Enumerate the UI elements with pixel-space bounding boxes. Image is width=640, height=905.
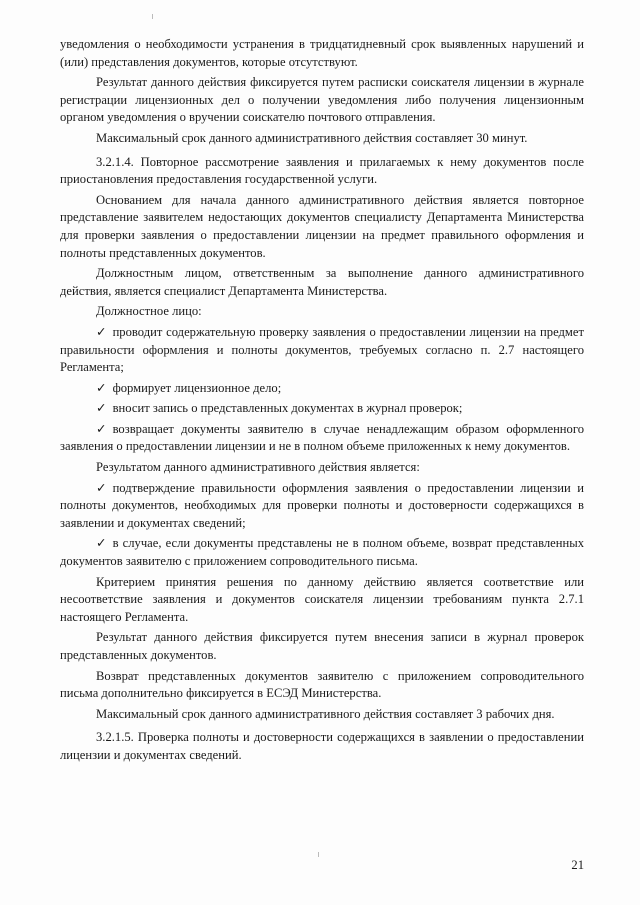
document-body [60, 36, 584, 768]
paragraph-continuation: уведомления о необходимости устранения в тридцатидневный срок выявленных нарушений и (или) представления документов, которые отсутствуют. [60, 37, 584, 69]
bullet-item [60, 480, 584, 533]
checkmark-icon: ✓ [96, 324, 107, 339]
section-heading: 3.2.1.5. Проверка полноты и достоверности содержащихся в заявлении о предоставлении лицензии и документах сведений. [60, 730, 584, 762]
paragraph: Возврат представленных документов заявителю с приложением сопроводительного письма дополнительно фиксируется в ЕСЭД Министерства. [60, 668, 584, 701]
bullet-text: формирует лицензионное дело; [112, 380, 282, 395]
checkmark-icon: ✓ [96, 536, 107, 551]
checkmark-icon: ✓ [96, 480, 107, 495]
paragraph: Основанием для начала данного административного действия является повторное представление заявителем недостающих документов специалисту Департамента Министерства для проверки заявления о предоставлении лицензии на предмет правильного оформления и полноты представленных документов. [60, 192, 584, 260]
bullet-item [60, 380, 584, 398]
paragraph: Должностным лицом, ответственным за выполнение данного административного действия, является специалист Департамента Министерства. [60, 266, 584, 298]
checkmark-icon: ✓ [96, 380, 107, 395]
bullet-item [60, 535, 584, 570]
bullet-text: вносит запись о представленных документах в журнал проверок; [112, 401, 463, 416]
bullet-text: проводит содержательную проверку заявления о предоставлении лицензии на предмет правильности оформления и полноты документов, требуемых согласно п. 2.7 настоящего Регламента; [60, 324, 584, 375]
paragraph: Результат данного действия фиксируется путем внесения записи в журнал проверок представленных документов. [60, 630, 584, 662]
checkmark-icon: ✓ [96, 421, 107, 436]
paragraph: Максимальный срок данного административного действия составляет 3 рабочих дня. [96, 706, 555, 721]
checkmark-icon: ✓ [96, 401, 107, 416]
scan-mark [318, 852, 319, 857]
bullet-text: подтверждение правильности оформления заявления о предоставлении лицензии и полноты документов, необходимых для проверки полноты и достоверности содержащихся в заявлении и документах сведений; [60, 480, 584, 530]
scan-mark [152, 14, 153, 19]
paragraph: Критерием принятия решения по данному действию является соответствие или несоответствие заявления и документов соискателя лицензии требованиям пункта 2.7.1 настоящего Регламента. [60, 574, 584, 624]
section-heading: 3.2.1.4. Повторное рассмотрение заявления и прилагаемых к нему документов после приостановления предоставления государственной услуги. [60, 154, 584, 187]
paragraph: Максимальный срок данного административного действия составляет 30 минут. [96, 130, 528, 145]
bullet-text: возвращает документы заявителю в случае ненадлежащим образом оформленного заявления о предоставлении лицензии и не в полном объеме приложенных к нему документов. [60, 421, 584, 454]
paragraph: Результатом данного административного действия является: [96, 460, 420, 475]
bullet-item [60, 400, 584, 418]
paragraph: Должностное лицо: [96, 304, 202, 319]
bullet-text: в случае, если документы представлены не в полном объеме, возврат представленных документов заявителю с приложением сопроводительного письма. [60, 536, 584, 569]
bullet-item [60, 324, 584, 377]
bullet-item [60, 421, 584, 456]
page-number: 21 [571, 858, 584, 872]
paragraph: Результат данного действия фиксируется путем расписки соискателя лицензии в журнале регистрации лицензионных дел о получении уведомления либо получения лицензионным органом уведомления о вручении соискателю почтового отправления. [60, 75, 584, 125]
